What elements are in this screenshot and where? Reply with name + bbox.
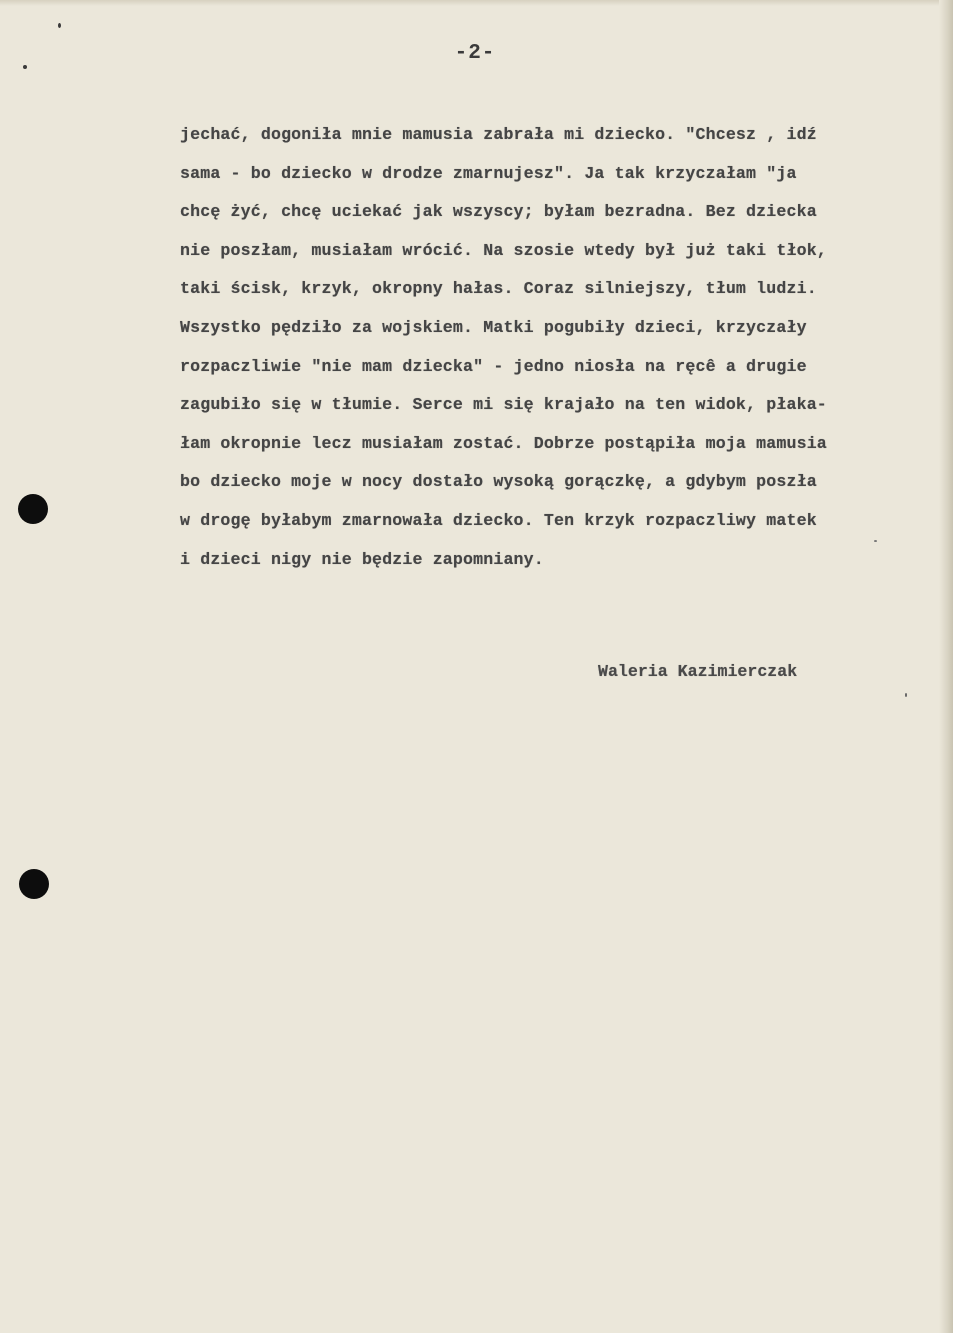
- ink-speck: [58, 23, 61, 28]
- punch-hole-bottom: [19, 869, 49, 899]
- text-line: bo dziecko moje w nocy dostało wysoką gorączkę, a gdybym poszła: [180, 472, 817, 492]
- punch-hole-top: [18, 494, 48, 524]
- ink-speck: [905, 693, 907, 697]
- page-right-edge: [939, 0, 953, 1333]
- page-number: -2-: [454, 42, 496, 65]
- text-line: zagubiło się w tłumie. Serce mi się krajało na ten widok, płaka-: [180, 395, 827, 415]
- text-line: nie poszłam, musiałam wrócić. Na szosie wtedy był już taki tłok,: [180, 240, 827, 260]
- text-line: w drogę byłabym zmarnowała dziecko. Ten krzyk rozpaczliwy matek: [180, 510, 817, 530]
- text-line: jechać, dogoniła mnie mamusia zabrała mi dziecko. "Chcesz , idź: [180, 125, 817, 144]
- text-line: taki ścisk, krzyk, okropny hałas. Coraz silniejszy, tłum ludzi.: [180, 279, 817, 299]
- body-text: [180, 116, 940, 579]
- text-line: chcę żyć, chcę uciekać jak wszyscy; byłam bezradna. Bez dziecka: [180, 202, 817, 222]
- ink-speck: [23, 65, 27, 69]
- page-top-edge: [0, 0, 953, 6]
- text-line: Wszystko pędziło za wojskiem. Matki pogubiły dzieci, krzyczały: [180, 317, 807, 337]
- text-line: i dzieci nigy nie będzie zapomniany.: [180, 549, 544, 569]
- text-line: sama - bo dziecko w drodze zmarnujesz". Ja tak krzyczałam "ja: [180, 163, 797, 183]
- text-line: łam okropnie lecz musiałam zostać. Dobrze postąpiła moja mamusia: [180, 433, 827, 453]
- text-line: rozpaczliwie "nie mam dziecka" - jedno niosła na ręcê a drugie: [180, 356, 807, 376]
- signature-name: Waleria Kazimierczak: [598, 662, 798, 681]
